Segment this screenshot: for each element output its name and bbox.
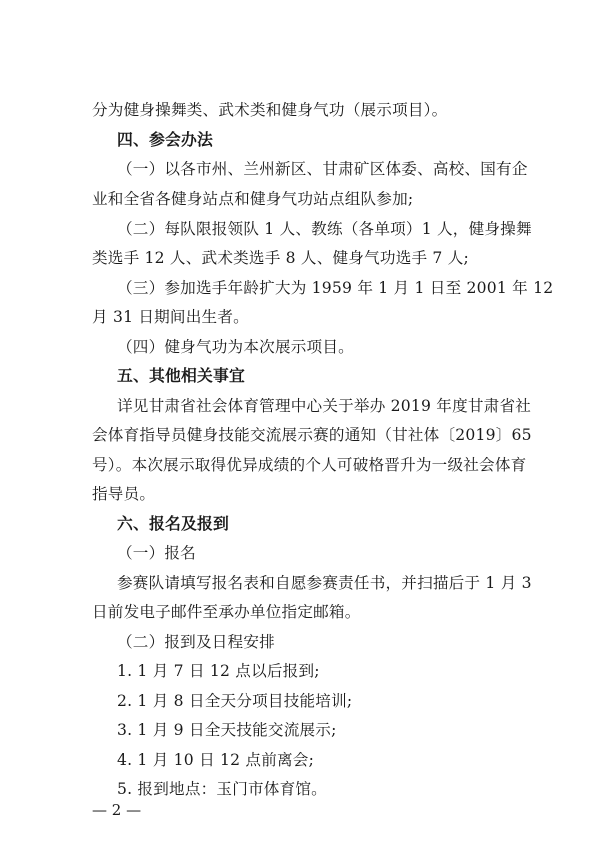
body-line: （四）健身气功为本次展示项目。 — [117, 338, 354, 356]
list-item: 2. 1 月 8 日全天分项目技能培训; — [117, 692, 353, 710]
body-line: （二）每队限报领队 1 人、教练（各单项）1 人，健身操舞 — [117, 220, 532, 238]
list-item: 1. 1 月 7 日 12 点以后报到; — [117, 662, 320, 680]
section-heading-6: 六、报名及报到 — [117, 514, 229, 533]
list-item: 5. 报到地点：玉门市体育馆。 — [117, 780, 327, 798]
body-line: 类选手 12 人、武术类选手 8 人、健身气功选手 7 人; — [92, 249, 469, 267]
list-item: 3. 1 月 9 日全天技能交流展示; — [117, 721, 337, 739]
subheading: （二）报到及日程安排 — [117, 633, 275, 651]
body-line: 号）。本次展示取得优异成绩的个人可破格晋升为一级社会体育 — [92, 456, 527, 474]
body-line: 指导员。 — [92, 485, 156, 503]
body-line: 业和全省各健身站点和健身气功站点组队参加; — [92, 190, 414, 208]
body-line: （一）以各市州、兰州新区、甘肃矿区体委、高校、国有企 — [117, 160, 528, 178]
body-line: 分为健身操舞类、武术类和健身气功（展示项目）。 — [92, 101, 448, 119]
subheading: （一）报名 — [117, 544, 196, 562]
section-heading-4: 四、参会办法 — [117, 130, 213, 149]
body-line: （三）参加选手年龄扩大为 1959 年 1 月 1 日至 2001 年 12 — [117, 279, 554, 297]
body-line: 详见甘肃省社会体育管理中心关于举办 2019 年度甘肃省社 — [117, 397, 532, 415]
body-line: 日前发电子邮件至承办单位指定邮箱。 — [92, 603, 361, 621]
body-line: 月 31 日期间出生者。 — [92, 308, 249, 326]
list-item: 4. 1 月 10 日 12 点前离会; — [117, 751, 315, 769]
page-number: — 2 — — [92, 801, 142, 819]
body-line: 会体育指导员健身技能交流展示赛的通知（甘社体〔2019〕65 — [92, 426, 532, 444]
section-heading-5: 五、其他相关事宜 — [117, 366, 245, 385]
body-line: 参赛队请填写报名表和自愿参赛责任书，并扫描后于 1 月 3 — [117, 574, 532, 592]
